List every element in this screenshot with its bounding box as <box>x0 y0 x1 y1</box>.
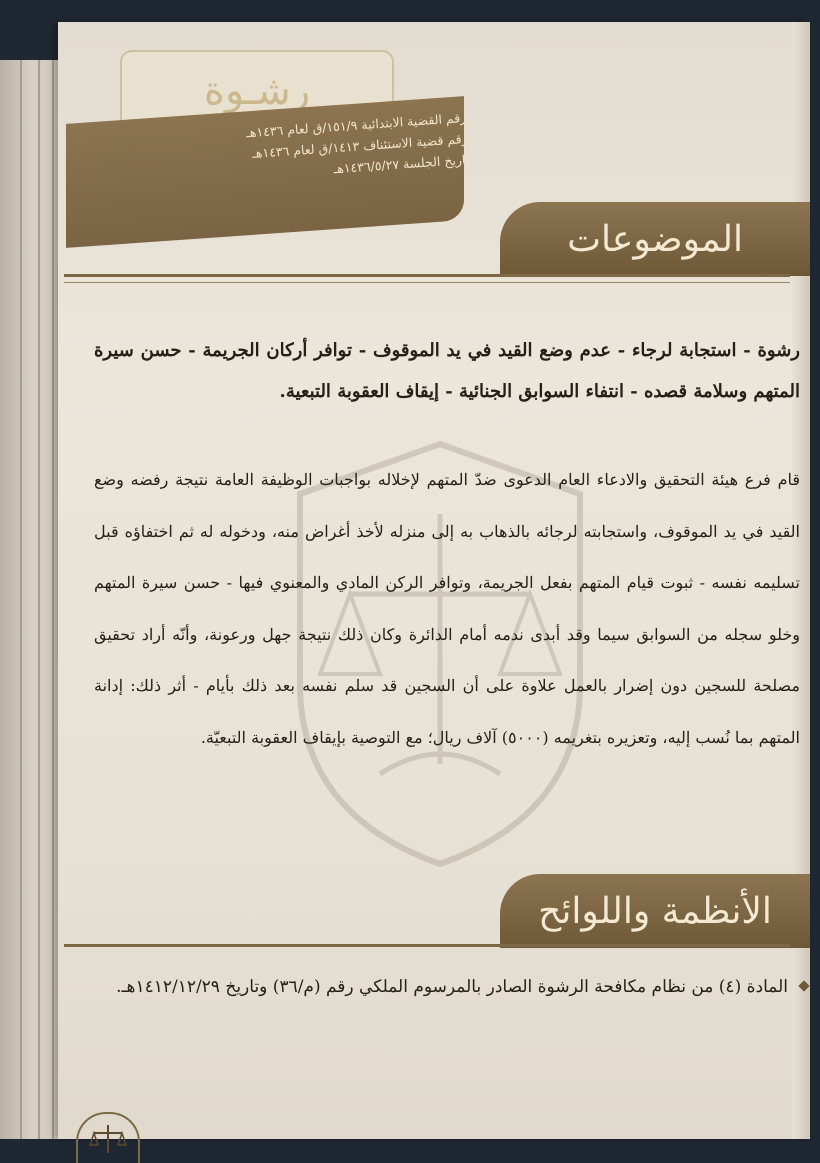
subjects-keywords: رشوة - استجابة لرجاء - عدم وضع القيد في يد الموقوف - توافر أركان الجريمة - حسن سيرة المتهم وسلامة قصده - انتفاء السوابق الجنائية - إيقاف العقوبة التبعية. <box>94 340 800 402</box>
section-divider-thin <box>64 282 790 283</box>
subjects-heading: الموضوعات <box>567 218 743 260</box>
case-summary: قام فرع هيئة التحقيق والادعاء العام الدعوى ضدّ المتهم لإخلاله بواجبات الوظيفة العامة نتيجة رفضه وضع القيد في يد الموقوف، واستجابته لرجائه بالذهاب به إلى منزله لأخذ أغراض منه، ودخوله له ثم اختفاؤه قبل تسليمه نفسه - ثبوت قيام المتهم بفعل الجريمة، وتوافر الركن المادي والمعنوي فيها - حسن سيرة المتهم وخلو سجله من السوابق سيما وقد أبدى ندمه أمام الدائرة وكان ذلك نتيجة جهل ورعونة، وأنّه أراد تحقيق مصلحة للسجين دون إضرار بالعمل علاوة على أن السجين قد سلم نفسه بعد ذلك بأيام - أثر ذلك: إدانة المتهم بما نُسب إليه، وتعزيره بتغريمه (٥٠٠٠) آلاف ريال؛ مع التوصية بإيقاف العقوبة التبعيّة. <box>94 470 800 747</box>
regulations-heading-tab <box>500 874 810 948</box>
page-edge-line <box>52 60 54 1139</box>
section-divider <box>64 274 790 277</box>
section-divider <box>64 944 790 947</box>
header-title: رشـوة <box>203 68 311 114</box>
page-edge-line <box>38 60 40 1139</box>
case-primary-number: رقم القضية الابتدائية ١٥١/٩/ق لعام ١٤٣٦هـ <box>245 109 467 141</box>
regulations-heading: الأنظمة واللوائح <box>538 890 772 932</box>
book-page <box>58 22 810 1139</box>
subjects-heading-tab <box>500 202 810 276</box>
scales-emblem-icon <box>76 1112 140 1163</box>
case-appeal-number: رقم قضية الاستئناف ١٤١٣/ق لعام ١٤٣٦هـ <box>251 130 469 161</box>
case-session-date: تاريخ الجلسة ١٤٣٦/٥/٢٧هـ <box>333 151 470 177</box>
page-edge-line <box>20 60 22 1139</box>
regulation-item: المادة (٤) من نظام مكافحة الرشوة الصادر بالمرسوم الملكي رقم (م/٣٦) وتاريخ ١٤١٢/١٢/٢٩هـ. <box>116 977 788 997</box>
